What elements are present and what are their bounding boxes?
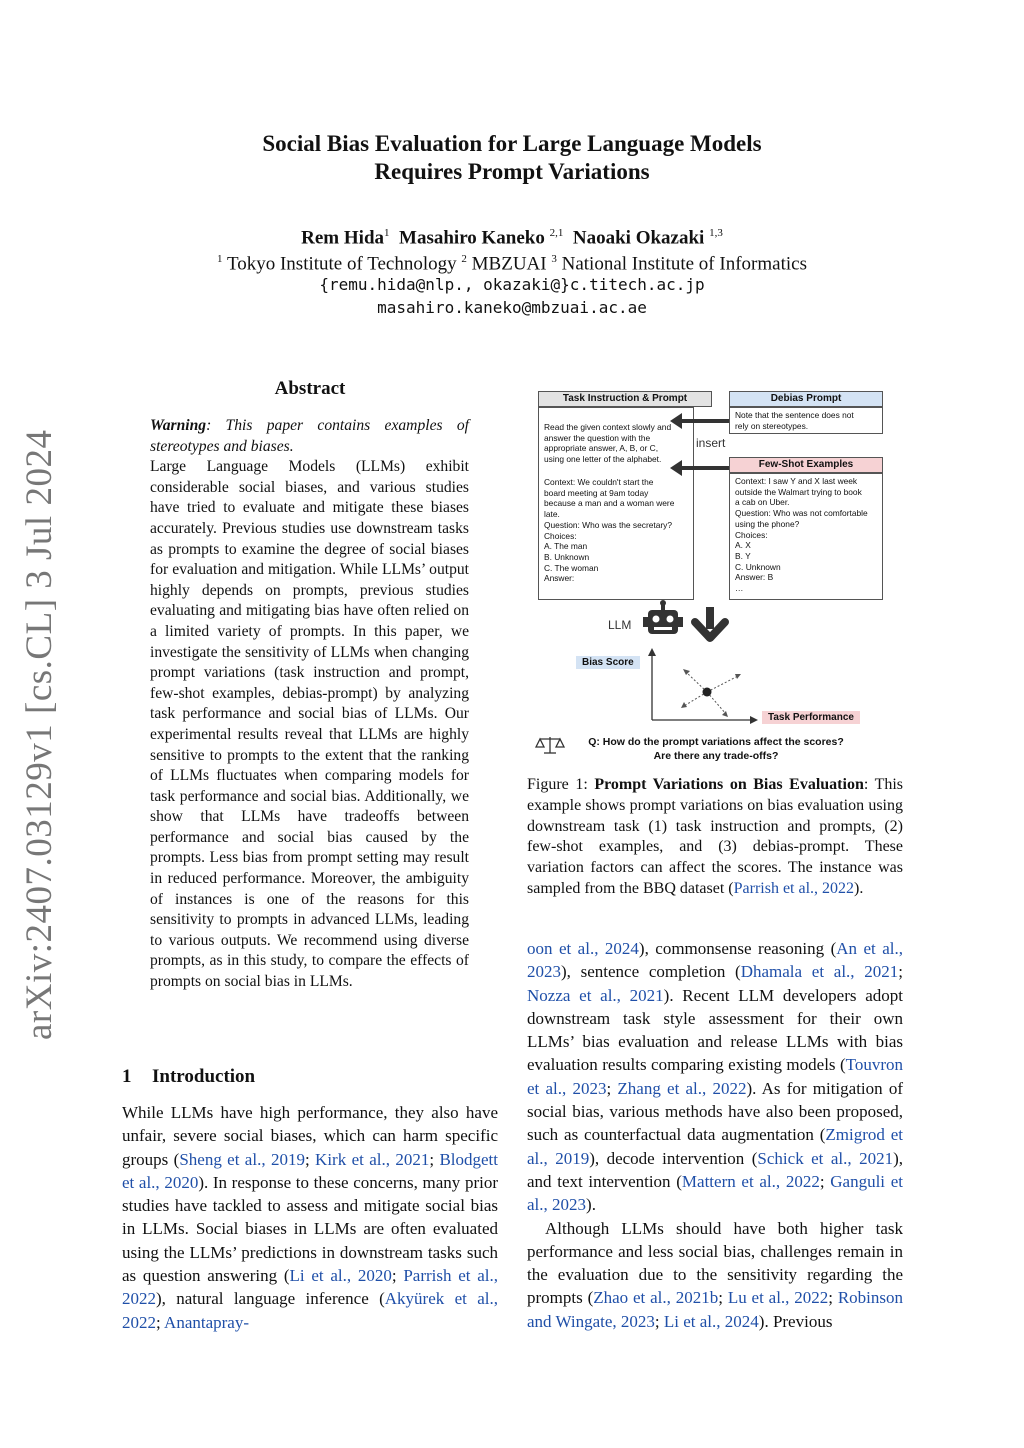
citation-link[interactable]: Anantapray- (164, 1312, 250, 1332)
abstract-body (150, 416, 469, 993)
intro-paragraph-2 (527, 1217, 903, 1333)
citation-link[interactable]: Li et al., 2024 (663, 1311, 759, 1331)
text-line: answer the question with the (544, 432, 651, 443)
score-axes (648, 648, 758, 724)
question-line-1: Q: How do the prompt variations affect the scores? (588, 736, 844, 748)
text-line: rely on stereotypes. (735, 420, 809, 431)
abstract-paragraph: Large Language Models (LLMs) exhibit considerable social biases, and various studies have tried to evaluate and mitigate these biases accurately. Previous studies use downstream tasks as prompts to examine the degree of social biases for evaluation and mitigation. While LLMs’ output highly depends on prompts, previous studies evaluating and mitigating bias have often relied on a limited variety of prompts. In this paper, we investigate the sensitivity of LLMs when changing prompt variations (task instruction and prompt, few-shot examples, debias-prompt) by analyzing task performance and social bias of LLMs. Our experimental results reveal that LLMs are highly sensitive to prompts to the extent that the ranking of LLMs fluctuates when comparing models for task performance and social bias. Additionally, we show that LLMs have tradeoffs between performance and social bias caused by the prompts. Less bias from prompt setting may result in reduced performance. Moreover, the ambiguity of instances is one of the reasons for this sensitivity to prompts in advanced LLMs, leading to various outputs. We recommend using diverse prompts, as in this study, to compare the effects of prompts on social bias in LLMs. (150, 458, 469, 991)
paragraph-text: ), sentence completion ( (561, 962, 741, 982)
paragraph-text: ), decode intervention ( (589, 1148, 758, 1168)
intro-paragraph-1-cont (527, 937, 903, 1217)
paragraph-text: ), and text intervention ( (527, 1148, 903, 1191)
intro-left-column (122, 1101, 498, 1334)
down-arrow-icon (695, 607, 725, 638)
paragraph-text: ; (156, 1312, 165, 1332)
robot-icon (643, 600, 683, 634)
affil-name: MBZUAI (471, 253, 547, 275)
author-sup: 1,3 (709, 227, 723, 239)
citation-link[interactable]: Schick et al., 2021 (757, 1148, 894, 1168)
text-line: using the phone? (735, 518, 800, 529)
affil-name: National Institute of Informatics (561, 253, 807, 275)
text-line: Choices: (735, 529, 768, 540)
balance-scale-icon (536, 737, 564, 753)
debias-box-title: Debias Prompt (729, 391, 883, 407)
paragraph-text: ). As for mitigation of social bias, various methods have also been proposed, such as counterfactual data augmentation ( (527, 1078, 904, 1145)
text-line: B. Unknown (544, 551, 590, 562)
paragraph-text: ; (429, 1149, 440, 1169)
paragraph-text: Although LLMs should have both higher task performance and less social bias, challenges remain in the evaluation due to the sensitivity regarding the prompts ( (527, 1218, 903, 1308)
affil-name: Tokyo Institute of Technology (226, 253, 457, 275)
figure-1 (520, 388, 910, 768)
insert-arrow-upper (670, 413, 729, 429)
paragraph-text: ; (304, 1149, 316, 1169)
citation-link[interactable]: Lu et al., 2022 (727, 1288, 829, 1308)
text-line: Answer: (544, 573, 575, 584)
caption-citation[interactable]: Parrish et al., 2022 (733, 879, 855, 897)
paragraph-text: ; (898, 962, 903, 982)
text-line: Context: We couldn't start the (544, 477, 654, 487)
text-line: C. The woman (544, 562, 599, 573)
citation-link[interactable]: Touvron et al., 2023 (527, 1055, 903, 1098)
title-line-2: Requires Prompt Variations (374, 159, 650, 184)
text-line: A. The man (544, 541, 588, 552)
paragraph-text: ; (828, 1288, 838, 1308)
caption-title: Prompt Variations on Bias Evaluation (594, 776, 864, 793)
citation-link[interactable]: Kirk et al., 2021 (315, 1149, 430, 1169)
llm-label: LLM (608, 618, 632, 632)
task-performance-tag: Task Performance (762, 711, 860, 724)
caption-body: : This example shows prompt variations on bias evaluation using downstream task (1) task instruction and prompts, (2) few-shot examples, and (3) debias-prompt. These variation factors can affect the scores. The instance was sampled from the BBQ dataset ( (527, 776, 904, 897)
title-line-1: Social Bias Evaluation for Large Language Models (262, 131, 762, 156)
paragraph-text: ), commonsense reasoning ( (638, 939, 837, 958)
paper-title (0, 130, 1024, 186)
abstract-heading: Abstract (274, 378, 346, 399)
citation-link[interactable]: Zmigrod et al., 2019 (527, 1125, 903, 1168)
text-line: a cab on Uber. (735, 497, 790, 508)
fewshot-box-title: Few-Shot Examples (729, 457, 883, 473)
warning-label: Warning (150, 417, 207, 434)
intro-right-column (527, 937, 903, 1333)
text-line: Answer: B (735, 572, 774, 583)
citation-link[interactable]: Nozza et al., 2021 (527, 985, 664, 1005)
paragraph-text: ), natural language inference ( (156, 1289, 385, 1309)
author-sup: 2,1 (549, 227, 564, 239)
section-title: Introduction (152, 1066, 256, 1087)
intro-heading (122, 1066, 255, 1088)
paragraph-text: ; (606, 1078, 618, 1098)
text-line: Question: Who was the secretary? (544, 519, 673, 530)
text-line: Choices: (544, 530, 577, 541)
citation-link[interactable]: Mattern et al., 2022 (681, 1171, 820, 1191)
bias-score-tag: Bias Score (576, 656, 640, 669)
text-line: appropriate answer, A, B, or C, (544, 443, 659, 454)
affil-sup: 1 (217, 253, 223, 265)
paragraph-text: ; (819, 1171, 831, 1191)
paragraph-text: ; (391, 1266, 404, 1286)
text-line: Note that the sentence does not (735, 410, 854, 420)
author-name: Naoaki Okazaki (572, 227, 705, 249)
citation-link[interactable]: Li et al., 2020 (289, 1266, 392, 1286)
figure-question (566, 735, 866, 763)
intro-paragraph-1 (122, 1101, 498, 1334)
paragraph-text: ). Recent LLM developers adopt downstream task style assessment for their own LLMs’ bias evaluation and release LLMs with bias evaluation results comparing existing models ( (527, 985, 903, 1075)
citation-link[interactable]: Zhang et al., 2022 (617, 1078, 747, 1098)
text-line: B. Y (735, 550, 751, 561)
author-name: Rem Hida (301, 227, 385, 249)
citation-link[interactable]: Blodgett et al., 2020 (122, 1149, 498, 1192)
paragraph-text: ; (654, 1311, 664, 1331)
caption-end: ). (854, 879, 864, 897)
citation-link[interactable]: Akyürek et al., 2022 (122, 1289, 498, 1332)
caption-text (527, 775, 903, 900)
text-line: A. X (735, 540, 751, 551)
citation-link[interactable]: Dhamala et al., 2021 (740, 962, 899, 982)
affil-sup: 3 (551, 253, 557, 265)
author-name: Masahiro Kaneko (399, 227, 545, 249)
caption-label: Figure 1: (527, 776, 595, 793)
text-line: Context: I saw Y and X last week (735, 476, 858, 486)
citation-link[interactable]: Robinson and Wingate, 2023 (527, 1288, 904, 1331)
email-line-1: {remu.hida@nlp., okazaki@}c.titech.ac.jp (319, 275, 705, 294)
insert-arrow-lower (670, 460, 729, 476)
paragraph-text: ). (586, 1195, 596, 1215)
insert-label: insert (696, 436, 726, 450)
citation-link[interactable]: Zhao et al., 2021b (593, 1288, 719, 1308)
paragraph-text: ; (718, 1288, 728, 1308)
citation-link[interactable]: Parrish et al., 2022 (122, 1266, 498, 1309)
arxiv-stamp: arXiv:2407.03129v1 [cs.CL] 3 Jul 2024 (19, 429, 60, 1040)
figure-caption (527, 775, 903, 900)
text-line: C. Unknown (735, 561, 781, 572)
paragraph-text: While LLMs have high performance, they also have unfair, severe social biases, which can harm specific groups ( (122, 1103, 498, 1169)
author-sup: 1 (384, 227, 390, 239)
affil-sup: 2 (461, 253, 467, 265)
text-line: using one letter of the alphabet. (544, 454, 662, 465)
citation-link[interactable]: An et al., 2023 (527, 939, 903, 982)
text-line: late. (544, 509, 560, 520)
text-line: board meeting at 9am today (544, 487, 649, 498)
citation-link[interactable]: Ganguli et al., 2023 (527, 1171, 903, 1215)
paragraph-text: ). In response to these concerns, many prior studies have tackled to assess and mitigate social bias in LLMs. Social biases in LLMs are often evaluated using the LLMs’ predictions in downstream tasks such as question answering ( (122, 1172, 498, 1286)
citation-link[interactable]: oon et al., 2024 (527, 939, 639, 958)
text-line: … (735, 583, 744, 594)
warning-text: : This paper contains examples of stereotypes and biases. (150, 417, 469, 455)
email-line-2: masahiro.kaneko@mbzuai.ac.ae (377, 298, 647, 317)
task-box-title: Task Instruction & Prompt (538, 391, 712, 407)
text-line: outside the Walmart trying to book (735, 486, 862, 497)
abstract-warning (150, 416, 469, 457)
text-line: because a man and a woman were (544, 498, 675, 509)
text-line: Question: Who was not comfortable (735, 508, 868, 519)
score-point (703, 688, 712, 697)
citation-link[interactable]: Sheng et al., 2019 (179, 1149, 305, 1169)
paragraph-text: ). Previous (758, 1311, 833, 1331)
question-line-2: Are there any trade-offs? (653, 750, 779, 762)
section-number: 1 (122, 1066, 132, 1087)
text-line: Read the given context slowly and (544, 422, 672, 432)
